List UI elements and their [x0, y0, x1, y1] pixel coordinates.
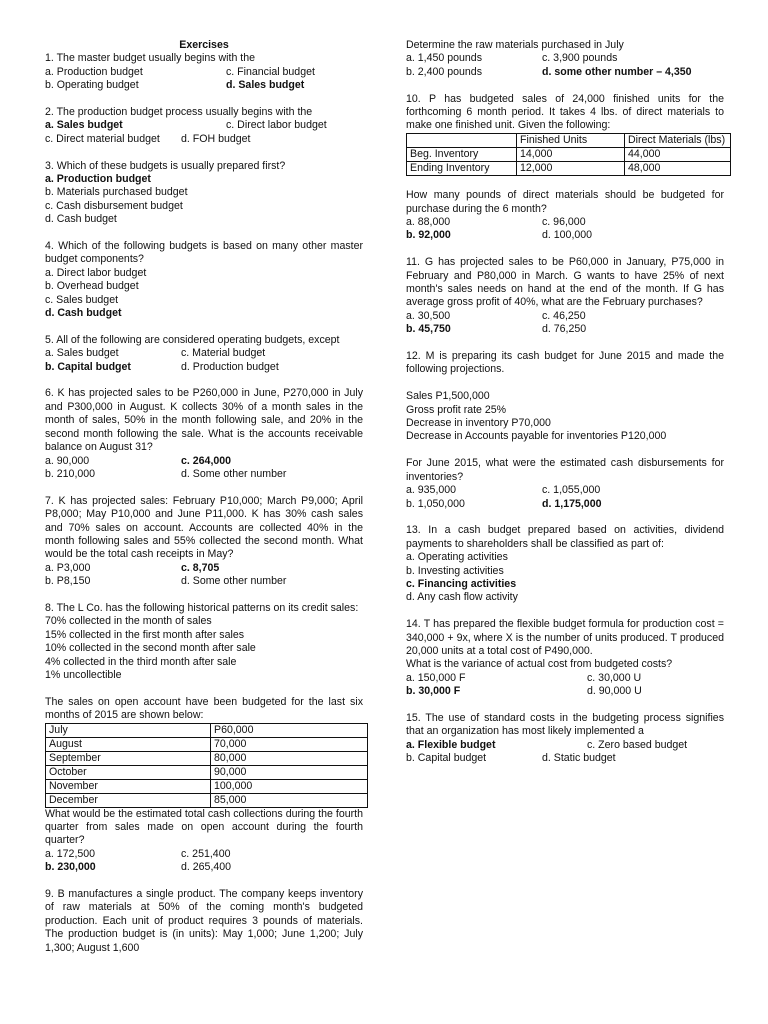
label-cell: Ending Inventory	[407, 161, 517, 175]
question-stem: 15. The use of standard costs in the budgeting process signifies that an organization has most likely implemented a	[406, 711, 724, 738]
option-b: b. Overhead budget	[45, 280, 139, 293]
value-cell: 48,000	[625, 161, 731, 175]
option-a: a. 172,500	[45, 847, 96, 860]
option-b-answer: b. 230,000	[45, 861, 96, 874]
option-a: a. 30,500	[406, 309, 451, 322]
question-prompt: For June 2015, what were the estimated cash disbursements for inventories?	[406, 457, 724, 483]
question-stem: 9. B manufactures a single product. The company keeps inventory of raw materials at 50% of the coming month's budgeted production. Each unit of product requires 3 pounds of materials. The production budget is (in units): May 1,000; June 1,200; July 1,300; August 1,600	[45, 888, 363, 954]
projection-item: Decrease in Accounts payable for inventories P120,000	[406, 430, 667, 443]
option-a-answer: a. Sales budget	[45, 119, 123, 132]
question-stem: 2. The production budget process usually begins with the	[45, 106, 313, 119]
left-column	[45, 39, 363, 968]
option-c: c. 96,000	[542, 216, 586, 229]
question-3	[45, 160, 363, 227]
option-a: a. 150,000 F	[406, 671, 466, 684]
question-prompt: What would be the estimated total cash collections during the fourth quarter from sales made on open account during the fourth quarter?	[45, 807, 363, 847]
question-stem: 5. All of the following are considered operating budgets, except	[45, 333, 340, 346]
question-5	[45, 334, 363, 374]
collection-pattern: 70% collected in the month of sales	[45, 615, 212, 628]
month-cell: September	[46, 751, 211, 765]
option-b: b. 2,400 pounds	[406, 65, 482, 78]
option-d-answer: d. Cash budget	[45, 307, 122, 320]
option-c: c. 3,900 pounds	[542, 52, 618, 65]
amount-cell: 90,000	[211, 765, 368, 779]
collection-pattern: 10% collected in the second month after sale	[45, 642, 256, 655]
page-title: Exercises	[179, 39, 229, 51]
option-a: a. Sales budget	[45, 347, 119, 360]
option-c-second: c. Direct material budget	[45, 132, 160, 145]
option-d: d. Production budget	[181, 360, 279, 373]
value-cell: 44,000	[625, 147, 731, 161]
question-4	[45, 240, 363, 320]
question-9	[45, 888, 363, 955]
option-c: c. 46,250	[542, 309, 586, 322]
value-cell: 12,000	[517, 161, 625, 175]
option-d: d. 90,000 U	[587, 685, 642, 698]
question-11	[406, 256, 724, 336]
question-10	[406, 93, 724, 243]
option-c: c. Material budget	[181, 347, 266, 360]
label-cell: Beg. Inventory	[407, 147, 517, 161]
option-a: a. P3,000	[45, 561, 91, 574]
table-row	[46, 751, 368, 765]
question-stem: 7. K has projected sales: February P10,000; March P9,000; April P8,000; May P10,000 and June P11,000. K has 30% cash sales and 70% sales on account. Accounts are collected 40% in the month following sales and 55% collected the second month. What would be the total cash receipts in May?	[45, 494, 363, 561]
option-b: b. 1,050,000	[406, 497, 465, 510]
option-c: c. Zero based budget	[587, 738, 688, 751]
option-d: d. Some other number	[181, 575, 287, 588]
option-c: c. Cash disbursement budget	[45, 199, 183, 212]
month-cell: November	[46, 779, 211, 793]
projection-item: Gross profit rate 25%	[406, 403, 507, 416]
option-a: a. 935,000	[406, 484, 457, 497]
table-row	[46, 765, 368, 779]
question-stem: 12. M is preparing its cash budget for June 2015 and made the following projections.	[406, 350, 724, 376]
inventory-table	[406, 133, 731, 176]
value-cell: 14,000	[517, 147, 625, 161]
question-stem: 1. The master budget usually begins with the	[45, 52, 256, 65]
option-a: a. 1,450 pounds	[406, 52, 482, 65]
question-stem: 11. G has projected sales to be P60,000 in January, P75,000 in February and P80,000 in March. G wants to have 25% of next month's sales needs on hand at the end of the month. If G has average gross profit of 40%, what are the February purchases?	[406, 256, 724, 309]
amount-cell: 80,000	[211, 751, 368, 765]
month-cell: July	[46, 723, 211, 737]
option-c: c. Sales budget	[45, 293, 119, 306]
table-row	[46, 793, 368, 807]
question-14	[406, 618, 724, 698]
option-c: c. Direct labor budget	[226, 119, 327, 132]
option-b: b. 210,000	[45, 467, 96, 480]
question-1	[45, 52, 363, 92]
option-a: a. Operating activities	[406, 551, 508, 564]
option-c: c. 30,000 U	[587, 671, 642, 684]
option-b-answer: b. Capital budget	[45, 360, 131, 373]
option-d: d. 76,250	[542, 323, 587, 336]
question-8	[45, 602, 363, 875]
question-stem: 14. T has prepared the flexible budget formula for production cost = 340,000 + 9x, where X is the number of units produced. T produced 20,000 units at a total cost of P490,000.	[406, 618, 724, 657]
sales-table	[45, 723, 368, 808]
month-cell: August	[46, 737, 211, 751]
question-7	[45, 495, 363, 589]
question-stem: 6. K has projected sales to be P260,000 in June, P270,000 in July and P300,000 in August. K collects 30% of a month sales in the month of sales, 50% in the month following sale, and 20% in the second month following the sale. What is the accounts receivable balance on August 31?	[45, 387, 363, 454]
option-a-answer: a. Production budget	[45, 173, 151, 186]
question-stem: 8. The L Co. has the following historical patterns on its credit sales:	[45, 601, 359, 614]
option-c: c. Financial budget	[226, 65, 315, 78]
option-c-answer: c. 264,000	[181, 454, 232, 467]
option-a: a. Production budget	[45, 65, 143, 78]
projection-item: Decrease in inventory P70,000	[406, 417, 551, 430]
option-c: c. 251,400	[181, 847, 231, 860]
question-prompt: Determine the raw materials purchased in July	[406, 39, 624, 51]
option-d-answer: d. Sales budget	[226, 79, 305, 92]
header-cell: Direct Materials (lbs)	[625, 133, 731, 147]
question-stem: 3. Which of these budgets is usually prepared first?	[45, 159, 286, 172]
option-b: b. Investing activities	[406, 564, 504, 577]
table-row	[407, 147, 731, 161]
question-15	[406, 712, 724, 766]
question-stem: 13. In a cash budget prepared based on activities, dividend payments to shareholders shall be classified as part of:	[406, 524, 724, 550]
collection-pattern: 15% collected in the first month after sales	[45, 628, 245, 641]
option-d: d. Any cash flow activity	[406, 591, 518, 604]
question-prompt: How many pounds of direct materials should be budgeted for purchase during the 6 month?	[406, 189, 724, 215]
option-d-answer: d. some other number – 4,350	[542, 65, 692, 78]
option-b-answer: b. 92,000	[406, 229, 451, 242]
option-d: d. 100,000	[542, 229, 593, 242]
option-d-answer: d. 1,175,000	[542, 497, 602, 510]
collection-pattern: 4% collected in the third month after sale	[45, 655, 237, 668]
option-d: d. Some other number	[181, 467, 287, 480]
option-c-answer: c. Financing activities	[406, 577, 517, 590]
option-d: d. Static budget	[542, 752, 616, 765]
header-cell: Finished Units	[517, 133, 625, 147]
sales-intro: The sales on open account have been budgeted for the last six months of 2015 are shown below:	[45, 695, 363, 722]
header-cell	[407, 133, 517, 147]
question-prompt: What is the variance of actual cost from budgeted costs?	[406, 658, 673, 671]
question-6	[45, 387, 363, 481]
option-a-answer: a. Flexible budget	[406, 738, 496, 751]
option-a: a. Direct labor budget	[45, 266, 147, 279]
option-d: d. 265,400	[181, 861, 232, 874]
month-cell: December	[46, 793, 211, 807]
question-stem: 4. Which of the following budgets is based on many other master budget components?	[45, 240, 363, 266]
collection-pattern: 1% uncollectible	[45, 668, 122, 681]
question-9-continued	[406, 39, 724, 79]
amount-cell: 70,000	[211, 737, 368, 751]
amount-cell: 85,000	[211, 793, 368, 807]
option-b: b. Operating budget	[45, 79, 139, 92]
question-13	[406, 524, 724, 604]
table-header-row	[407, 133, 731, 147]
month-cell: October	[46, 765, 211, 779]
option-b: b. Capital budget	[406, 752, 487, 765]
projection-item: Sales P1,500,000	[406, 390, 490, 403]
question-12	[406, 350, 724, 511]
option-b-answer: b. 45,750	[406, 323, 451, 336]
option-d: d. Cash budget	[45, 213, 117, 226]
question-stem: 10. P has budgeted sales of 24,000 finished units for the forthcoming 6 month period. It takes 4 lbs. of direct materials to make one finished unit. Given the following:	[406, 92, 724, 132]
table-row	[46, 779, 368, 793]
amount-cell: 100,000	[211, 779, 368, 793]
right-column	[406, 39, 724, 779]
option-c: c. 1,055,000	[542, 484, 601, 497]
amount-cell: P60,000	[211, 723, 368, 737]
question-2	[45, 106, 363, 146]
table-row	[46, 723, 368, 737]
option-a: a. 90,000	[45, 454, 90, 467]
option-b: b. P8,150	[45, 575, 91, 588]
table-row	[407, 161, 731, 175]
option-b: b. Materials purchased budget	[45, 186, 188, 199]
option-c-answer: c. 8,705	[181, 561, 220, 574]
table-row	[46, 737, 368, 751]
option-b-answer: b. 30,000 F	[406, 685, 461, 698]
option-a: a. 88,000	[406, 216, 451, 229]
option-d: d. FOH budget	[181, 132, 251, 145]
